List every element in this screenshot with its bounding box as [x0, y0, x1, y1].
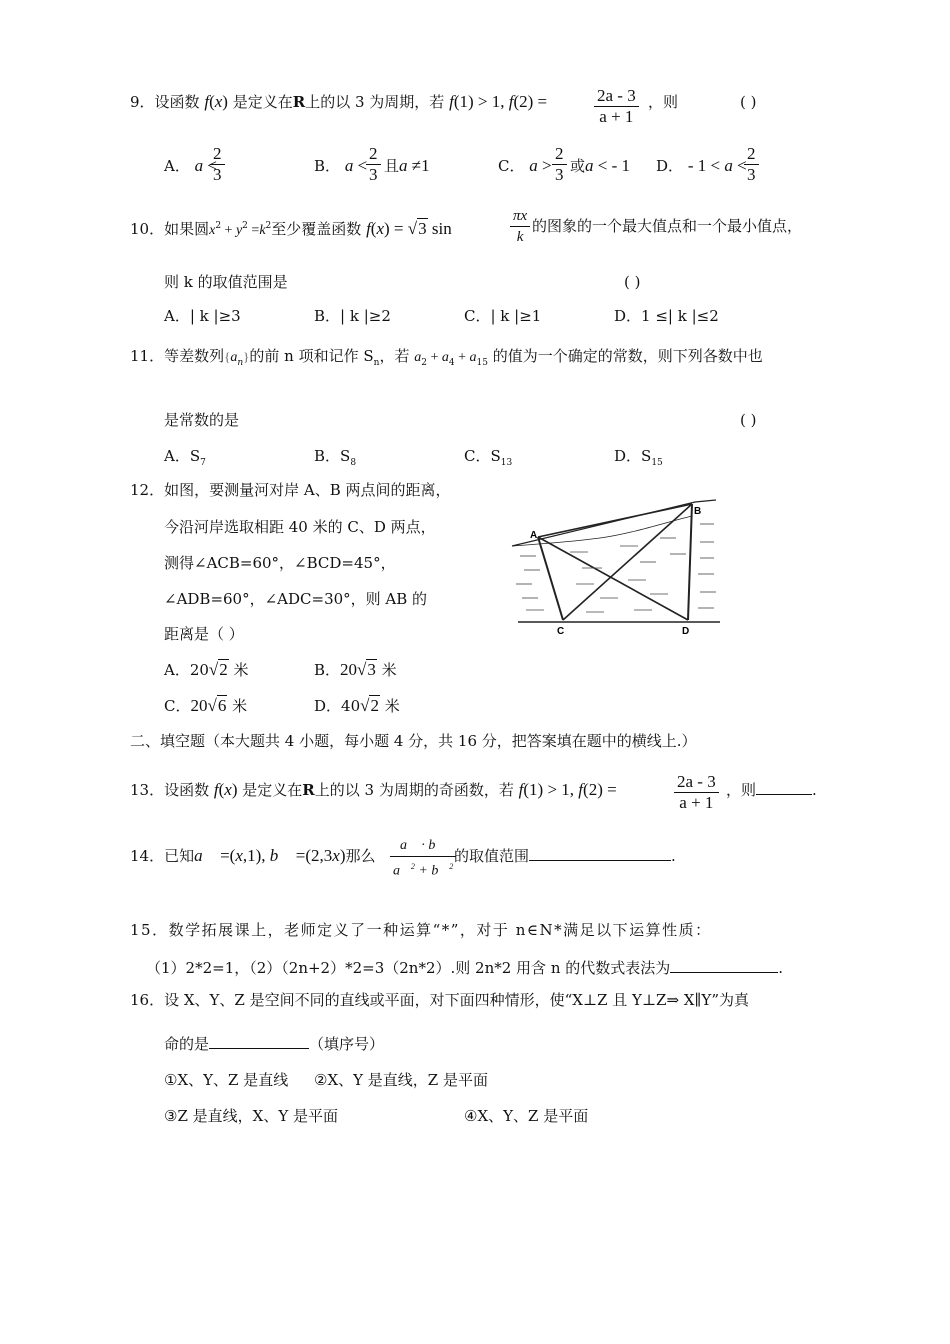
q13-end: [726, 780, 817, 800]
q12-option-a: [164, 660, 249, 680]
q13-cond-f2: f: [578, 780, 584, 799]
q9-paren: ( ): [740, 93, 757, 111]
q9-c-tail: [570, 156, 630, 176]
q9-d-a: a: [724, 156, 733, 175]
q10-fx: (x) =: [370, 219, 408, 238]
q16-opt1: ①X、Y、Z 是直线: [164, 1071, 289, 1089]
section-2-heading: 二、填空题（本大题共 4 小题，每小题 4 分，共 16 分，把答案填在题中的横线上.）: [130, 732, 697, 750]
q12-c-coef: 20: [190, 696, 208, 715]
q14-end: [454, 846, 676, 866]
q10-frac-num: πx: [510, 206, 530, 227]
q9-b-a: a: [399, 156, 408, 175]
water-marks: [516, 524, 716, 612]
q12-a-unit: 米: [233, 661, 249, 679]
q16-line2: [164, 1034, 384, 1054]
q14-eq-b: =(2,3x): [291, 846, 346, 865]
q9-c-a: a: [585, 156, 594, 175]
q10-option-c: C．| k |≥1: [464, 307, 542, 325]
q9-mid1: 是定义在: [232, 93, 293, 111]
q12-option-b: [314, 660, 397, 680]
q11-option-b: [314, 446, 356, 473]
q9-fraction: [594, 86, 639, 127]
q10-stem: 10．如果圆: [130, 220, 210, 238]
q11-seq-brace-r: }: [243, 349, 250, 364]
q16-opt4: ④X、Y、Z 是平面: [464, 1107, 589, 1125]
q9-end: ，则: [648, 93, 679, 111]
q10-sin: sin: [427, 219, 452, 238]
q16-answer-blank[interactable]: [209, 1034, 309, 1049]
q10-y: y: [235, 223, 243, 238]
q12-option-c: [164, 696, 247, 716]
q13-mid2: 上的以 3 为周期的奇函数，若: [314, 781, 514, 799]
q9-cond-b: (1) > 1,: [453, 92, 509, 111]
q13-R: R: [302, 781, 315, 799]
q14-vec-b: b⃗: [269, 846, 292, 865]
q13-answer-blank[interactable]: [756, 780, 812, 795]
q13-end-text: ，则: [726, 781, 757, 799]
q10-frac-den: k: [516, 229, 524, 245]
q10-frac: [510, 206, 530, 247]
q9-c-den: 3: [555, 165, 564, 184]
q13-f: f: [213, 780, 219, 799]
q11-s4: 4: [448, 358, 455, 368]
q11-stem: 11．等差数列: [130, 347, 225, 365]
segment-ab: [538, 504, 692, 537]
q9-cond: f: [449, 92, 454, 111]
q12-c-sqrt: √6: [207, 696, 227, 715]
q12-b-coef: 20: [340, 660, 358, 679]
q9-c-lt: < - 1: [593, 156, 631, 175]
q12-line-5: 距离是（ ）: [164, 625, 244, 643]
q10-sqrt3: √3: [407, 219, 427, 238]
q11-a-sub: 7: [200, 458, 206, 468]
q9-a-label: A．: [164, 157, 190, 175]
q14-eq-a: =(x,1),: [215, 846, 270, 865]
q11-d-sub: 15: [651, 458, 663, 468]
q9-d-label: D．: [656, 157, 684, 175]
label-b: B: [694, 506, 702, 517]
q10-option-a: A．| k |≥3: [164, 307, 241, 325]
q9-c-or: 或: [570, 157, 586, 175]
q11-seq-brace-l: {: [224, 349, 231, 364]
q12-line-3: 测得∠ACB=60°，∠BCD=45°，: [164, 554, 396, 572]
q10-mid: 至少覆盖函数: [271, 220, 362, 238]
q15-answer-blank[interactable]: [670, 958, 778, 973]
q9-d-lt: <: [732, 156, 747, 175]
q15-line2-text: （1）2*2=1，（2）（2n+2）*2=3（2n*2）.则 2n*2 用含 n 的代数式表法为: [146, 959, 671, 977]
q16-line1: 16．设 X、Y、Z 是空间不同的直线或平面，对下面四种情形，使“X⊥Z 且 Y⊥Z⇒ X∥Y”为真: [130, 991, 749, 1009]
q9-a-lt: <: [203, 156, 217, 175]
q9-b-lt: <: [353, 156, 368, 175]
q9-R: R: [292, 93, 306, 111]
q13-stem: 13．设函数: [130, 781, 210, 799]
q13-cond2: (2) =: [583, 780, 617, 799]
q12-b-unit: 米: [381, 661, 397, 679]
q11-d-label: D．S: [614, 447, 652, 465]
q11-sub-n: n: [373, 358, 380, 368]
q15-line2: [146, 958, 783, 978]
q13-fraction: [674, 772, 719, 813]
q16-line2a: 命的是: [164, 1035, 210, 1053]
q9-b-frac: [366, 144, 381, 185]
q9-b-den: 3: [369, 165, 378, 184]
q12-line-2: 今沿河岸选取相距 40 米的 C、D 两点，: [164, 518, 436, 536]
q9-d-expr: - 1 <: [687, 156, 725, 175]
q11-end: 的值为一个确定的常数，则下列各数中也: [492, 347, 763, 365]
q11-s2: 2: [421, 358, 427, 368]
q12-line-1: 12．如图，要测量河对岸 A、B 两点间的距离，: [130, 481, 451, 499]
q14-stem: 14．已知: [130, 847, 195, 865]
q12-d-text: D．40: [314, 697, 361, 715]
q10-stem-line: [130, 216, 452, 241]
q9-b-label: B．: [314, 157, 341, 175]
q12-line-4: ∠ADB=60°，∠ADC=30°，则 AB 的: [164, 590, 428, 608]
q11-c-sub: 13: [500, 458, 513, 468]
q9-fx: f: [204, 92, 210, 111]
q11-line2: 是常数的是: [164, 411, 240, 429]
q9-c-num: 2: [552, 144, 567, 165]
q11-p2: +: [454, 350, 470, 365]
q14-frac-num: a⃗ · b⃗: [390, 836, 456, 857]
q9-cond-c: f: [508, 92, 514, 111]
q11-a-label: A．S: [164, 447, 201, 465]
q13-mid1: 是定义在: [242, 781, 303, 799]
q11-c-label: C．S: [464, 447, 501, 465]
q10-f: f: [366, 219, 371, 238]
q9-cond-d: (2) =: [513, 92, 548, 111]
q11-stem-line: [130, 346, 763, 373]
q11-option-a: [164, 446, 206, 473]
label-d: D: [682, 626, 690, 637]
q14-vec-a: a⃗: [194, 846, 216, 865]
q14-period: .: [671, 847, 676, 865]
q9-b-and: 且: [384, 157, 400, 175]
q9-stem-line: [130, 92, 547, 112]
q10-end: 的图象的一个最大值点和一个最小值点，: [532, 217, 803, 235]
q13-stem-line: [130, 780, 617, 800]
q12-b-sqrt: √3: [357, 660, 376, 679]
q15-period: .: [778, 959, 784, 977]
q11-b-sub: 8: [350, 458, 357, 468]
q15-line1: 15．数学拓展课上，老师定义了一种运算“*”，对于 n∈N*满足以下运算性质：: [130, 921, 712, 939]
q11-s15: 15: [476, 358, 488, 368]
q9-b-expr: a: [344, 156, 354, 175]
q16-opt3: ③Z 是直线，X、Y 是平面: [164, 1107, 338, 1125]
q9-b-num: 2: [366, 144, 381, 165]
q9-a-den: 3: [213, 165, 222, 184]
q11-paren: ( ): [740, 411, 757, 429]
q9-d-frac: [744, 144, 759, 185]
q11-option-d: [614, 446, 663, 473]
q10-sup3: 2: [265, 221, 272, 231]
q9-d-num: 2: [744, 144, 759, 165]
q14-stem-line: [130, 846, 376, 866]
q9-d-den: 3: [747, 165, 756, 184]
q9-c-frac: [552, 144, 567, 185]
q13-fx: (x): [218, 780, 238, 799]
segment-bd: [688, 504, 692, 620]
q14-frac-den: a⃗$^2$ + b⃗$^2$: [393, 862, 454, 879]
q12-a-sqrt: √2: [208, 660, 228, 679]
q10-paren: ( ): [624, 273, 641, 291]
q10-circle-eq: x: [209, 223, 216, 238]
q13-period: .: [812, 781, 817, 799]
q9-c-gt: >: [537, 156, 552, 175]
q11-mid: 的前 n 项和记作 S: [249, 347, 374, 365]
q16-opt2: ②X、Y 是直线，Z 是平面: [314, 1071, 488, 1089]
q12-d-sqrt: √2: [360, 696, 379, 715]
q13-frac-num: 2a - 3: [674, 772, 719, 793]
q14-fraction: [390, 836, 456, 882]
q10-k: k: [259, 223, 266, 238]
q11-a4: a: [441, 350, 449, 365]
q10-plus: +: [221, 223, 236, 238]
q11-mid2: ，若: [379, 347, 410, 365]
q12-d-unit: 米: [384, 697, 400, 715]
q12-b-text: B．: [314, 661, 341, 679]
q9-b-ne: ≠1: [407, 156, 430, 175]
label-a: A: [530, 530, 538, 541]
label-c: C: [557, 626, 565, 637]
segment-ad: [538, 537, 688, 620]
q9-a-frac: [210, 144, 225, 185]
q9-a-expr: a: [194, 156, 204, 175]
q9-frac-den: a + 1: [599, 107, 634, 126]
q13-frac-den: a + 1: [679, 793, 714, 812]
q9-c-expr: a: [529, 156, 538, 175]
q9-frac-num: 2a - 3: [594, 86, 639, 107]
q9-mid2: 上的以 3 为周期，若: [305, 93, 445, 111]
q11-seq-a: a: [230, 350, 238, 365]
q11-b-label: B．S: [314, 447, 351, 465]
q10-option-d: D．1 ≤| k |≤2: [614, 307, 719, 325]
q11-option-c: [464, 446, 512, 473]
q14-answer-blank[interactable]: [529, 846, 671, 861]
q10-option-b: B．| k |≥2: [314, 307, 391, 325]
q10-eq: =: [247, 223, 260, 238]
q13-cond-f: f: [518, 780, 524, 799]
q10-sup2: 2: [242, 221, 248, 231]
q13-cond: (1) > 1,: [523, 780, 579, 799]
river-figure: [510, 494, 725, 642]
q9-b-tail: [384, 156, 430, 176]
q10-sup1: 2: [215, 221, 222, 231]
q9-option-d: [656, 156, 747, 176]
q12-c-unit: 米: [232, 697, 248, 715]
q12-a-text: A．20: [164, 661, 209, 679]
q9-option-b: [314, 156, 367, 176]
q16-line2b: （填序号）: [309, 1035, 385, 1053]
q9-stem: 9．设函数: [130, 93, 200, 111]
q9-option-c: [498, 156, 552, 176]
q14-mid: 那么: [345, 847, 376, 865]
q11-seq-n: n: [237, 358, 244, 368]
q11-p1: +: [426, 350, 442, 365]
q14-end-text: 的取值范围: [454, 847, 530, 865]
q12-option-d: [314, 696, 400, 716]
q9-a-num: 2: [210, 144, 225, 165]
q9-fx-paren: (x): [209, 92, 228, 111]
q11-a15: a: [469, 350, 477, 365]
q11-sum: a: [414, 350, 422, 365]
q10-line2: 则 k 的取值范围是: [164, 273, 288, 291]
q9-c-label: C．: [498, 157, 525, 175]
q12-c-text: C．: [164, 697, 191, 715]
